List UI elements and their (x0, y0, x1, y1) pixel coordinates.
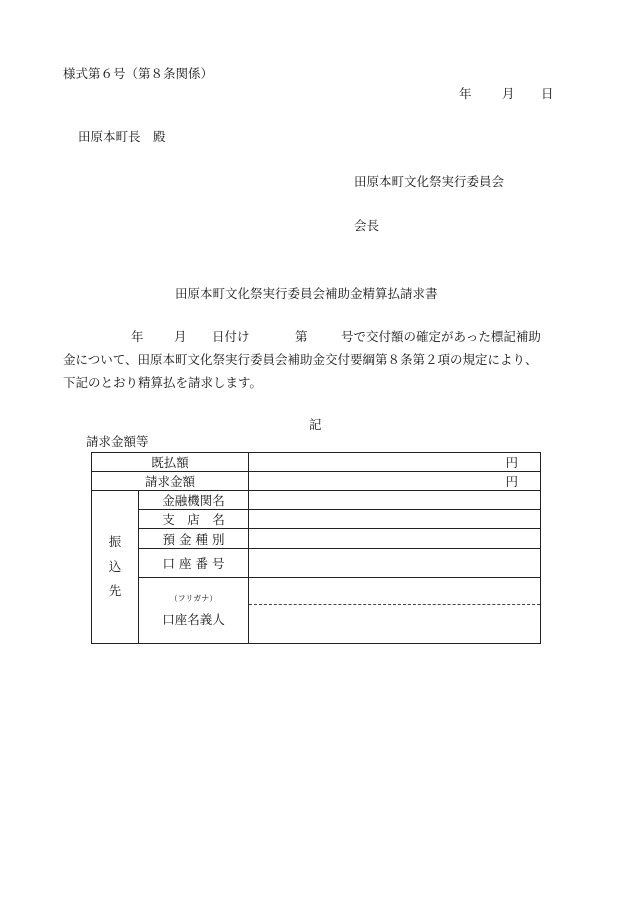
holder-row (92, 578, 541, 644)
date-year: 年 (459, 86, 472, 101)
form-number: 様式第６号（第８条関係） (63, 66, 214, 81)
furigana-field[interactable] (249, 578, 540, 605)
table-caption: 請求金額等 (86, 434, 149, 449)
request-amount-field[interactable] (249, 472, 541, 491)
ki-heading: 記 (309, 417, 322, 432)
bank-field[interactable] (249, 491, 541, 510)
body-date-suffix: 日付け (212, 329, 250, 344)
body-month: 月 (174, 329, 187, 344)
request-row (92, 472, 541, 491)
paid-row (92, 453, 541, 472)
body-line-3: 下記のとおり精算払を請求します。 (63, 375, 263, 390)
transfer-char-3: 先 (108, 583, 122, 599)
body-dai: 第 (295, 329, 308, 344)
paid-amount-field[interactable] (249, 453, 541, 472)
branch-field[interactable] (249, 510, 541, 529)
holder-label-cell (139, 578, 249, 644)
branch-row (92, 510, 541, 529)
deposit-label: 預 金 種 別 (139, 529, 249, 549)
paid-label: 既払額 (92, 453, 249, 472)
transfer-char-2: 込 (108, 558, 122, 574)
branch-label: 支 店 名 (139, 510, 249, 529)
paid-yen: 円 (505, 455, 519, 470)
date-day: 日 (541, 86, 554, 101)
furigana-label: （フリガナ） (169, 594, 218, 603)
request-yen: 円 (505, 474, 519, 489)
request-table (91, 452, 541, 644)
holder-label: 口座名義人 (162, 612, 225, 627)
account-field[interactable] (249, 549, 541, 578)
date-month: 月 (502, 86, 515, 101)
deposit-row (92, 529, 541, 549)
body-line-1-rest: 号で交付額の確定があった標記補助 (341, 329, 541, 344)
account-row (92, 549, 541, 578)
sender-org: 田原本町文化祭実行委員会 (354, 174, 505, 189)
addressee: 田原本町長 殿 (78, 129, 166, 144)
deposit-field[interactable] (249, 529, 541, 549)
account-label: 口 座 番 号 (139, 549, 249, 578)
transfer-label (92, 491, 139, 644)
request-label: 請求金額 (92, 472, 249, 491)
sender-title: 会長 (354, 218, 380, 233)
body-year: 年 (131, 329, 144, 344)
document-title: 田原本町文化祭実行委員会補助金精算払請求書 (175, 286, 438, 301)
bank-row (92, 491, 541, 510)
bank-label: 金融機関名 (139, 491, 249, 510)
holder-name-field[interactable] (249, 605, 540, 643)
body-line-2: 金について、田原本町文化祭実行委員会補助金交付要綱第８条第２項の規定により、 (63, 352, 538, 367)
transfer-char-1: 振 (108, 534, 122, 550)
holder-cell (249, 578, 541, 644)
